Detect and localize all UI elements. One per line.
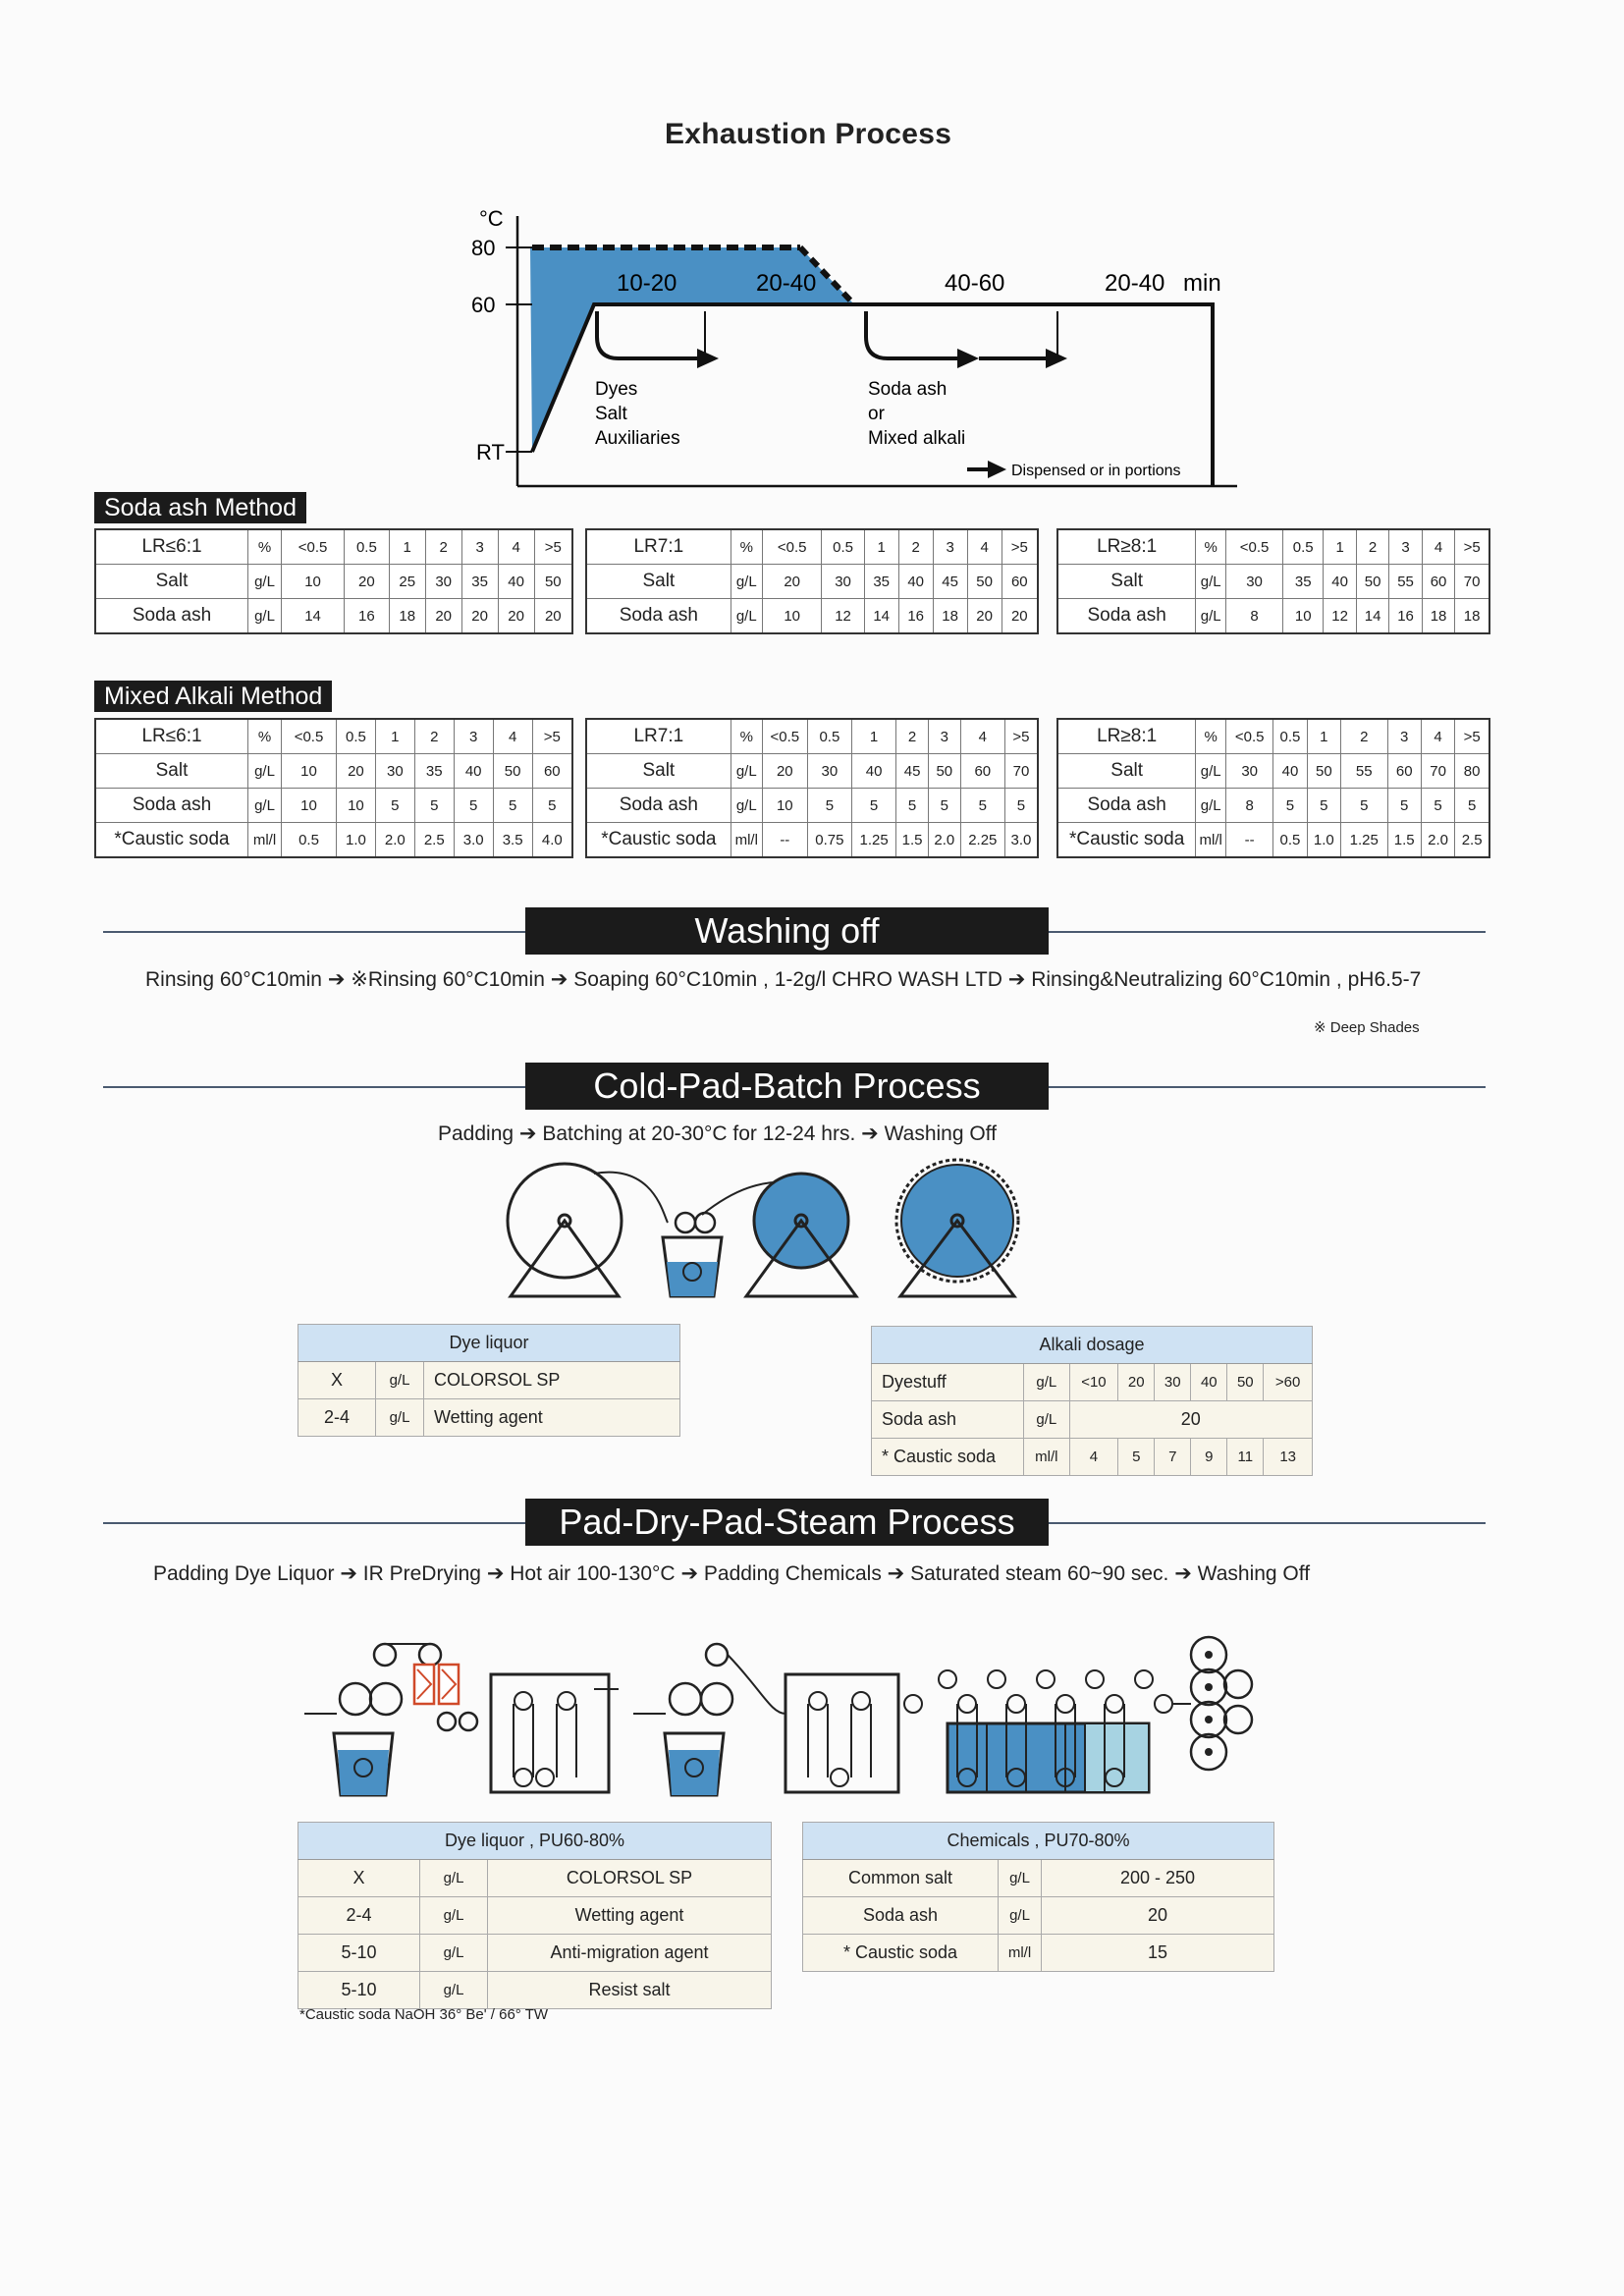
- table-row: Salt g/L 30 35 40 50 55 60 70: [1057, 565, 1489, 599]
- arrow-right-icon: ➔: [1007, 968, 1026, 991]
- arrow-right-icon: ➔: [680, 1562, 699, 1585]
- cold-pad-step: Washing Off: [884, 1122, 997, 1145]
- dosage-table: [585, 528, 1039, 634]
- pad-steam-step: Saturated steam 60~90 sec.: [910, 1562, 1169, 1585]
- washing-step: Rinsing 60°C10min: [145, 968, 322, 991]
- y-label-60: 60: [471, 293, 496, 317]
- winding-roll-icon: [1191, 1637, 1252, 1770]
- pad-roller-icon: [701, 1683, 732, 1715]
- table-row: 5-10 g/L Anti-migration agent: [298, 1935, 772, 1972]
- cold-pad-flow: [438, 1121, 997, 1146]
- step1-line: Auxiliaries: [595, 428, 680, 449]
- table-header: Alkali dosage: [872, 1327, 1313, 1364]
- pad-roller-icon: [370, 1683, 402, 1715]
- deep-shades-note: ※ Deep Shades: [1314, 1019, 1420, 1036]
- washing-step: ※Rinsing 60°C10min: [351, 968, 545, 991]
- table-header: Chemicals , PU70-80%: [803, 1823, 1274, 1860]
- table-row: *Caustic soda ml/l -- 0.75 1.25 1.5 2.0 2.25 3.0: [586, 823, 1038, 858]
- table-row: Soda ash g/L 20: [872, 1401, 1313, 1439]
- table-row: 2-4 g/L Wetting agent: [298, 1399, 680, 1437]
- table-row: Dyestuff g/L <10 20 30 40 50 >60: [872, 1364, 1313, 1401]
- step2-line: Soda ash: [868, 379, 947, 400]
- cold-pad-step: Padding: [438, 1122, 514, 1145]
- arrow-head-icon: [697, 349, 719, 368]
- pad-roller-icon: [670, 1683, 701, 1715]
- pad-steam-step: Hot air 100-130°C: [510, 1562, 676, 1585]
- table-row: Soda ash g/L 10 5 5 5 5 5 5: [586, 789, 1038, 823]
- hot-air-chamber-icon: [491, 1674, 609, 1792]
- arrow-right-icon: ➔: [887, 1562, 905, 1585]
- pad-steam-flow: [153, 1561, 1310, 1586]
- table-row: 2-4 g/L Wetting agent: [298, 1897, 772, 1935]
- arrow-head-icon: [957, 349, 979, 368]
- table-header-row: LR≥8:1 % <0.5 0.5 1 2 3 4 >5: [1057, 529, 1489, 565]
- pad-dry-pad-steam-title: Pad-Dry-Pad-Steam Process: [525, 1499, 1049, 1546]
- pad-roller-icon: [695, 1213, 715, 1232]
- segment-label: 20-40: [756, 270, 817, 297]
- time-unit-label: min: [1183, 270, 1221, 297]
- caustic-soda-footnote: *Caustic soda NaOH 36° Be' / 66° TW: [299, 2006, 549, 2023]
- cold-pad-diagram: [496, 1154, 1026, 1301]
- table-row: *Caustic soda ml/l 0.5 1.0 2.0 2.5 3.0 3.5 4.0: [95, 823, 572, 858]
- pad-steam-step: Padding Chemicals: [703, 1562, 882, 1585]
- washing-off-title: Washing off: [525, 907, 1049, 955]
- y-label-rt: RT: [476, 440, 505, 465]
- pad-roller-icon: [340, 1683, 371, 1715]
- soda-ash-method-label: Soda ash Method: [94, 492, 306, 523]
- table-row: Soda ash g/L 10 10 5 5 5 5 5: [95, 789, 572, 823]
- table-header-row: LR≥8:1 % <0.5 0.5 1 2 3 4 >5: [1057, 719, 1489, 754]
- table-row: *Caustic soda ml/l -- 0.5 1.0 1.25 1.5 2.0 2.5: [1057, 823, 1489, 858]
- cold-pad-batch-title: Cold-Pad-Batch Process: [525, 1063, 1049, 1110]
- mixed-alkali-method-label: Mixed Alkali Method: [94, 681, 332, 712]
- pad-steam-step: Padding Dye Liquor: [153, 1562, 335, 1585]
- table-row: X g/L COLORSOL SP: [298, 1362, 680, 1399]
- arrow-right-icon: ➔: [861, 1122, 879, 1145]
- table-row: * Caustic soda ml/l 4 5 7 9 11 13: [872, 1439, 1313, 1476]
- exhaustion-chart: [461, 201, 1247, 496]
- table-header-row: LR≤6:1 % <0.5 0.5 1 2 3 4 >5: [95, 719, 572, 754]
- table-row: Soda ash g/L 20: [803, 1897, 1274, 1935]
- table-row: Soda ash g/L 10 12 14 16 18 20 20: [586, 599, 1038, 634]
- step1-line: Dyes: [595, 379, 638, 400]
- dosing-arrow-1: [597, 311, 702, 358]
- table-header-row: LR7:1 % <0.5 0.5 1 2 3 4 >5: [586, 719, 1038, 754]
- step2-line: Mixed alkali: [868, 428, 966, 449]
- dosage-table: [1056, 528, 1490, 634]
- y-unit-label: °C: [479, 206, 504, 231]
- table-row: Salt g/L 10 20 25 30 35 40 50: [95, 565, 572, 599]
- step1-line: Salt: [595, 404, 627, 424]
- table-row: Salt g/L 30 40 50 55 60 70 80: [1057, 754, 1489, 789]
- chemicals-table: [802, 1822, 1274, 1972]
- washing-flow: [145, 967, 1421, 992]
- chamber-icon: [785, 1674, 898, 1792]
- dosing-arrow-2: [866, 311, 962, 358]
- table-row: X g/L COLORSOL SP: [298, 1860, 772, 1897]
- arrow-right-icon: ➔: [1174, 1562, 1192, 1585]
- table-header-row: LR7:1 % <0.5 0.5 1 2 3 4 >5: [586, 529, 1038, 565]
- dosage-table: [1056, 718, 1490, 858]
- pad-steam-step: IR PreDrying: [362, 1562, 481, 1585]
- dosage-table: [585, 718, 1039, 858]
- table-row: Soda ash g/L 8 10 12 14 16 18 18: [1057, 599, 1489, 634]
- step2-line: or: [868, 404, 885, 424]
- segment-label: 20-40: [1105, 270, 1165, 297]
- arrow-right-icon: ➔: [518, 1122, 537, 1145]
- cold-pad-step: Batching at 20-30°C for 12-24 hrs.: [542, 1122, 856, 1145]
- pad-steam-dye-liquor-table: [298, 1822, 772, 2009]
- table-row: 5-10 g/L Resist salt: [298, 1972, 772, 2009]
- table-header: Dye liquor: [298, 1325, 680, 1362]
- arrow-right-icon: ➔: [327, 968, 346, 991]
- table-row: Soda ash g/L 8 5 5 5 5 5 5: [1057, 789, 1489, 823]
- pad-steam-diagram: [299, 1630, 1267, 1807]
- table-row: Salt g/L 20 30 40 45 50 60 70: [586, 754, 1038, 789]
- arrow-right-icon: ➔: [340, 1562, 357, 1585]
- dosage-table: [94, 528, 573, 634]
- dosage-table: [94, 718, 573, 858]
- legend-text: Dispensed or in portions: [1011, 463, 1181, 479]
- table-row: * Caustic soda ml/l 15: [803, 1935, 1274, 1972]
- table-header-row: LR≤6:1 % <0.5 0.5 1 2 3 4 >5: [95, 529, 572, 565]
- y-label-80: 80: [471, 236, 496, 260]
- cold-pad-dye-liquor-table: [298, 1324, 680, 1437]
- alkali-dosage-table: [871, 1326, 1313, 1476]
- pad-steam-step: Washing Off: [1197, 1562, 1311, 1585]
- table-row: Common salt g/L 200 - 250: [803, 1860, 1274, 1897]
- page-title: Exhaustion Process: [665, 118, 952, 150]
- table-header: Dye liquor , PU60-80%: [298, 1823, 772, 1860]
- pad-roller-icon: [676, 1213, 695, 1232]
- table-row: Salt g/L 20 30 35 40 45 50 60: [586, 565, 1038, 599]
- table-row: Salt g/L 10 20 30 35 40 50 60: [95, 754, 572, 789]
- washing-step: Soaping 60°C10min , 1-2g/l CHRO WASH LTD: [573, 968, 1002, 991]
- segment-label: 40-60: [945, 270, 1005, 297]
- arrow-right-icon: ➔: [550, 968, 568, 991]
- washing-step: Rinsing&Neutralizing 60°C10min , pH6.5-7: [1031, 968, 1422, 991]
- table-row: Soda ash g/L 14 16 18 20 20 20 20: [95, 599, 572, 634]
- segment-label: 10-20: [617, 270, 677, 297]
- arrow-right-icon: ➔: [486, 1562, 505, 1585]
